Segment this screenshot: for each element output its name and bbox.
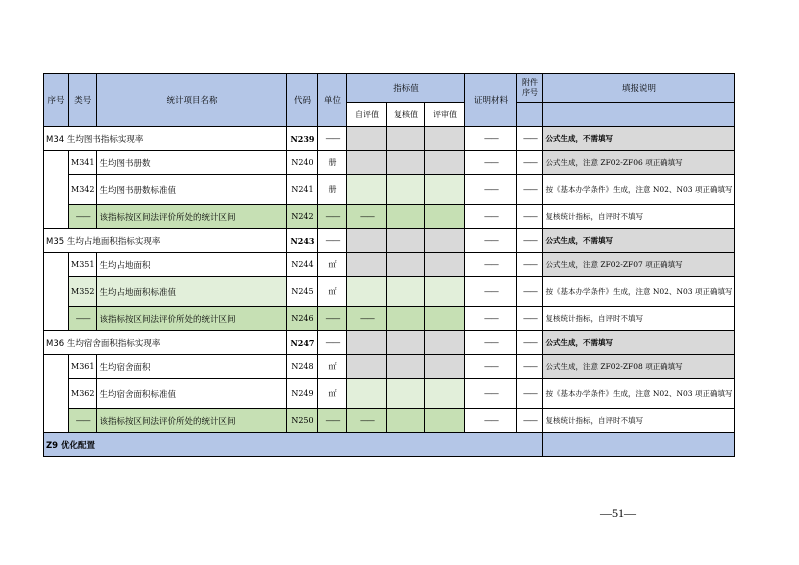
- row-class: ——: [69, 205, 97, 229]
- group-code: N239: [287, 127, 318, 151]
- cell-self-eval: ——: [347, 205, 387, 229]
- row-proof: ——: [465, 277, 517, 307]
- row-class: M362: [69, 379, 97, 409]
- row-proof: ——: [465, 175, 517, 205]
- row-desc: 公式生成，注意 ZF02-ZF08 项正确填写: [543, 355, 735, 379]
- row-code: N244: [287, 253, 318, 277]
- header-indicator: 指标值: [347, 74, 465, 103]
- group-row: [44, 331, 735, 355]
- cell-self-eval[interactable]: [347, 379, 387, 409]
- group-desc: 公式生成，不需填写: [543, 331, 735, 355]
- header-review: 复核值: [387, 103, 425, 127]
- row-desc: 按《基本办学条件》生成，注意 N02、N03 项正确填写: [543, 175, 735, 205]
- cell-judge[interactable]: [425, 229, 465, 253]
- header-desc-blank: [543, 103, 735, 127]
- row-desc: 按《基本办学条件》生成，注意 N02、N03 项正确填写: [543, 277, 735, 307]
- cell-review[interactable]: [387, 331, 425, 355]
- header-judge: 评审值: [425, 103, 465, 127]
- group-code: N243: [287, 229, 318, 253]
- cell-self-eval[interactable]: [347, 175, 387, 205]
- header-attach-blank: [517, 103, 543, 127]
- cell-self-eval[interactable]: [347, 253, 387, 277]
- row-class: M361: [69, 355, 97, 379]
- cell-review[interactable]: [387, 205, 425, 229]
- header-unit: 单位: [318, 74, 347, 127]
- row-attach: ——: [517, 277, 543, 307]
- header-row: [44, 74, 735, 103]
- header-seq: 序号: [44, 74, 69, 127]
- table-row: [44, 205, 735, 229]
- header-item-name: 统计项目名称: [97, 74, 287, 127]
- cell-review[interactable]: [387, 253, 425, 277]
- row-unit: ㎡: [318, 253, 347, 277]
- group-attach: ——: [517, 331, 543, 355]
- cell-review[interactable]: [387, 127, 425, 151]
- row-class: M352: [69, 277, 97, 307]
- page-number: —51—: [600, 506, 636, 520]
- cell-judge[interactable]: [425, 409, 465, 433]
- table-row: [44, 409, 735, 433]
- table-row: [44, 307, 735, 331]
- row-name: 生均图书册数标准值: [97, 175, 287, 205]
- cell-review[interactable]: [387, 409, 425, 433]
- cell-judge[interactable]: [425, 331, 465, 355]
- cell-self-eval: ——: [347, 409, 387, 433]
- cell-review[interactable]: [387, 151, 425, 175]
- cell-self-eval[interactable]: [347, 277, 387, 307]
- group-proof: ——: [465, 127, 517, 151]
- row-proof: ——: [465, 205, 517, 229]
- row-desc: 复核统计指标，自评时不填写: [543, 409, 735, 433]
- cell-judge[interactable]: [425, 151, 465, 175]
- row-desc: 复核统计指标，自评时不填写: [543, 205, 735, 229]
- cell-review[interactable]: [387, 307, 425, 331]
- cell-review[interactable]: [387, 277, 425, 307]
- row-class: ——: [69, 409, 97, 433]
- row-code: N245: [287, 277, 318, 307]
- header-code: 代码: [287, 74, 318, 127]
- group-title: M35 生均占地面积指标实现率: [44, 229, 287, 253]
- row-code: N242: [287, 205, 318, 229]
- group-title: M36 生均宿舍面积指标实现率: [44, 331, 287, 355]
- row-attach: ——: [517, 175, 543, 205]
- group-attach: ——: [517, 127, 543, 151]
- cell-judge[interactable]: [425, 379, 465, 409]
- row-name: 该指标按区间法评价所处的统计区间: [97, 409, 287, 433]
- group-row: [44, 229, 735, 253]
- row-attach: ——: [517, 205, 543, 229]
- group-proof: ——: [465, 229, 517, 253]
- group-code: N247: [287, 331, 318, 355]
- row-class: M342: [69, 175, 97, 205]
- row-name: 该指标按区间法评价所处的统计区间: [97, 205, 287, 229]
- row-proof: ——: [465, 409, 517, 433]
- row-code: N246: [287, 307, 318, 331]
- row-proof: ——: [465, 355, 517, 379]
- section-row: [44, 433, 735, 457]
- row-unit: ㎡: [318, 355, 347, 379]
- section-desc-blank: [543, 433, 735, 457]
- group-desc: 公式生成，不需填写: [543, 229, 735, 253]
- cell-judge[interactable]: [425, 175, 465, 205]
- group-desc: 公式生成，不需填写: [543, 127, 735, 151]
- row-unit: ——: [318, 205, 347, 229]
- row-class: ——: [69, 307, 97, 331]
- table-row: [44, 175, 735, 205]
- row-unit: ㎡: [318, 277, 347, 307]
- row-proof: ——: [465, 253, 517, 277]
- row-unit: 册: [318, 151, 347, 175]
- table-row: [44, 151, 735, 175]
- row-desc: 公式生成，注意 ZF02-ZF07 项正确填写: [543, 253, 735, 277]
- section-title: Z9 优化配置: [44, 433, 543, 457]
- cell-review[interactable]: [387, 229, 425, 253]
- row-attach: ——: [517, 355, 543, 379]
- group-row: [44, 127, 735, 151]
- cell-self-eval[interactable]: [347, 331, 387, 355]
- cell-judge[interactable]: [425, 355, 465, 379]
- group-unit: ——: [318, 127, 347, 151]
- group-unit: ——: [318, 229, 347, 253]
- group-proof: ——: [465, 331, 517, 355]
- row-class: M341: [69, 151, 97, 175]
- table-row: [44, 379, 735, 409]
- group-unit: ——: [318, 331, 347, 355]
- row-name: 生均占地面积: [97, 253, 287, 277]
- header-self-eval: 自评值: [347, 103, 387, 127]
- statistics-table: [43, 73, 735, 457]
- group-title: M34 生均图书指标实现率: [44, 127, 287, 151]
- row-name: 生均图书册数: [97, 151, 287, 175]
- row-attach: ——: [517, 151, 543, 175]
- seq-blank: [44, 355, 69, 433]
- cell-judge[interactable]: [425, 127, 465, 151]
- row-name: 生均占地面积标准值: [97, 277, 287, 307]
- row-desc: 按《基本办学条件》生成，注意 N02、N03 项正确填写: [543, 379, 735, 409]
- row-desc: 公式生成，注意 ZF02-ZF06 项正确填写: [543, 151, 735, 175]
- cell-review[interactable]: [387, 175, 425, 205]
- table-row: [44, 253, 735, 277]
- header-proof: 证明材料: [465, 74, 517, 127]
- header-class: 类号: [69, 74, 97, 127]
- row-code: N240: [287, 151, 318, 175]
- row-unit: 册: [318, 175, 347, 205]
- row-attach: ——: [517, 307, 543, 331]
- cell-judge[interactable]: [425, 277, 465, 307]
- cell-self-eval[interactable]: [347, 127, 387, 151]
- cell-judge[interactable]: [425, 253, 465, 277]
- row-name: 生均宿舍面积标准值: [97, 379, 287, 409]
- seq-blank: [44, 151, 69, 229]
- table-row: [44, 355, 735, 379]
- row-proof: ——: [465, 307, 517, 331]
- row-name: 生均宿舍面积: [97, 355, 287, 379]
- cell-self-eval[interactable]: [347, 229, 387, 253]
- row-unit: ——: [318, 307, 347, 331]
- row-desc: 复核统计指标，自评时不填写: [543, 307, 735, 331]
- header-attach: 附件序号: [517, 74, 543, 103]
- row-code: N248: [287, 355, 318, 379]
- row-class: M351: [69, 253, 97, 277]
- seq-blank: [44, 253, 69, 331]
- row-code: N250: [287, 409, 318, 433]
- cell-self-eval[interactable]: [347, 355, 387, 379]
- row-attach: ——: [517, 409, 543, 433]
- row-unit: ——: [318, 409, 347, 433]
- cell-judge[interactable]: [425, 307, 465, 331]
- row-attach: ——: [517, 379, 543, 409]
- cell-self-eval: ——: [347, 307, 387, 331]
- row-proof: ——: [465, 379, 517, 409]
- group-attach: ——: [517, 229, 543, 253]
- row-unit: ㎡: [318, 379, 347, 409]
- cell-judge[interactable]: [425, 205, 465, 229]
- cell-review[interactable]: [387, 355, 425, 379]
- cell-review[interactable]: [387, 379, 425, 409]
- row-attach: ——: [517, 253, 543, 277]
- row-code: N241: [287, 175, 318, 205]
- cell-self-eval[interactable]: [347, 151, 387, 175]
- row-code: N249: [287, 379, 318, 409]
- table-row: [44, 277, 735, 307]
- row-proof: ——: [465, 151, 517, 175]
- header-desc: 填报说明: [543, 74, 735, 103]
- row-name: 该指标按区间法评价所处的统计区间: [97, 307, 287, 331]
